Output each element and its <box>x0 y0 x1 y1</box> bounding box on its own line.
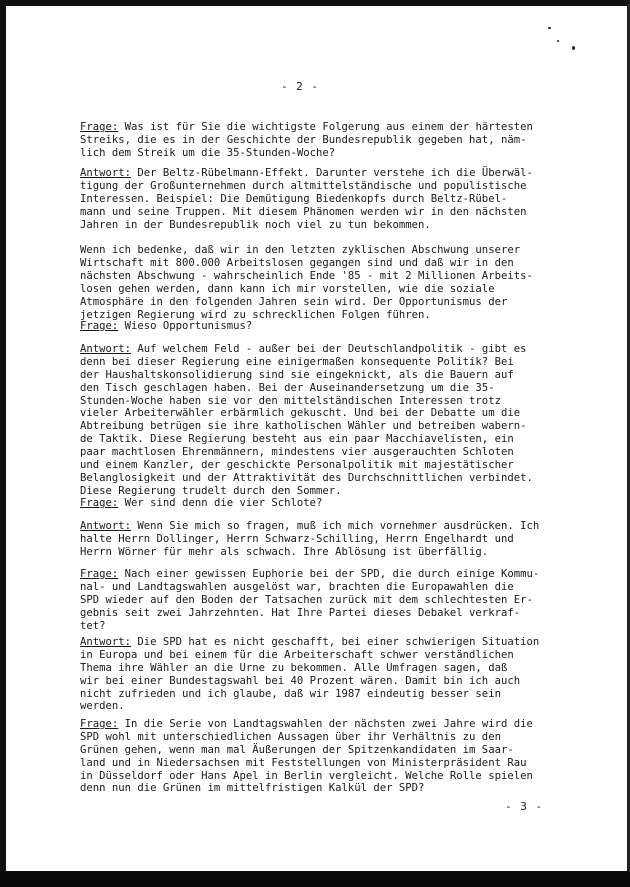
speaker-label: Frage: <box>80 568 119 580</box>
line-text: der Haushaltskonsolidierung sind sie eingeknickt, als die Bauern auf <box>80 368 514 381</box>
text-line <box>80 420 585 433</box>
text-line <box>80 485 585 498</box>
text-line <box>80 369 585 382</box>
line-text: Wirtschaft mit 800.000 Arbeitslosen gegangen sind und daß wir in den <box>80 257 514 270</box>
text-line <box>80 270 585 283</box>
line-text: Der Beltz-Rübelmann-Effekt. Darunter verstehe ich die Überwäl- <box>131 167 533 179</box>
text-line <box>80 700 585 713</box>
text-line <box>80 395 585 408</box>
line-text: Wenn Sie mich so fragen, muß ich mich vornehmer ausdrücken. Ich <box>131 520 540 532</box>
line-text: Jahren in der Bundesrepublik noch viel zu tun bekommen. <box>80 218 431 231</box>
text-line <box>80 533 585 546</box>
line-text: Wenn ich bedenke, daß wir in den letzten zyklischen Abschwung unserer <box>80 244 521 257</box>
text-line <box>80 731 585 744</box>
text-line <box>80 620 585 633</box>
text-line <box>80 193 585 206</box>
text-line <box>80 320 585 333</box>
text-line <box>80 343 585 356</box>
text-line <box>80 219 585 232</box>
line-text: halte Herrn Dollinger, Herrn Schwarz-Schilling, Herrn Engelhardt und <box>80 532 514 545</box>
line-text: tet? <box>80 619 106 632</box>
line-text: Interessen. Beispiel: Die Demütigung Biedenkopfs durch Beltz-Rübel- <box>80 192 508 205</box>
text-line <box>80 497 585 510</box>
line-text: werden. <box>80 700 125 713</box>
text-line <box>80 147 585 160</box>
line-text: Streiks, die es in der Geschichte der Bundesrepublik gegeben hat, näm- <box>80 133 527 146</box>
question-block <box>80 121 585 160</box>
speaker-label: Frage: <box>80 718 119 730</box>
line-text: vieler Arbeiterwähler erbärmlich gekuscht. Und bei der Debatte um die <box>80 407 521 420</box>
line-text: Nach einer gewissen Euphorie bei der SPD, die durch einige Kommu- <box>118 568 540 580</box>
next-page-marker: - 3 - <box>505 800 544 813</box>
line-text: SPD wohl mit unterschiedlichen Aussagen über ihr Verhältnis zu den <box>80 730 501 743</box>
page-number: - 2 - <box>280 80 320 93</box>
line-text: Abtreibung betrügen sie ihre katholischen Wähler und betreiben wabern- <box>80 420 527 433</box>
text-line <box>80 244 585 257</box>
text-line <box>80 121 585 134</box>
speaker-label: Frage: <box>80 497 119 509</box>
line-text: Herrn Wörner für mehr als schwach. Ihre Ablösung ist überfällig. <box>80 545 489 558</box>
question-block <box>80 497 585 510</box>
text-line <box>80 180 585 193</box>
text-line <box>80 257 585 270</box>
line-text: Was ist für Sie die wichtigste Folgerung aus einem der härtesten <box>118 121 533 133</box>
text-line <box>80 782 585 795</box>
text-line <box>80 649 585 662</box>
text-line <box>80 662 585 675</box>
line-text: Diese Regierung trudelt durch den Sommer. <box>80 484 342 497</box>
text-line <box>80 231 585 244</box>
text-line <box>80 520 585 533</box>
text-line <box>80 134 585 147</box>
answer-block <box>80 636 585 713</box>
text-line <box>80 283 585 296</box>
text-line <box>80 607 585 620</box>
line-text: losen gehen werden, dann kann ich mir vorstellen, wie die soziale <box>80 283 495 296</box>
line-text: in Europa und bei einem für die Arbeiterschaft schwer verständlichen <box>80 648 514 661</box>
text-line <box>80 757 585 770</box>
text-line <box>80 433 585 446</box>
text-line <box>80 296 585 309</box>
text-line <box>80 568 585 581</box>
line-text: in Düsseldorf oder Hans Apel in Berlin vergleicht. Welche Rolle spielen <box>80 769 533 782</box>
text-line <box>80 446 585 459</box>
speaker-label: Antwort: <box>80 343 132 355</box>
answer-block <box>80 167 585 322</box>
speaker-label: Antwort: <box>80 167 132 179</box>
line-text: land und in Niedersachsen mit Feststellungen von Ministerpräsident Rau <box>80 756 527 769</box>
text-line <box>80 594 585 607</box>
line-text: den Tisch geschlagen haben. Bei der Auseinandersetzung um die 35- <box>80 381 495 394</box>
line-text: Wer sind denn die vier Schlote? <box>118 497 323 509</box>
line-text: Auf welchem Feld - außer bei der Deutschlandpolitik - gibt es <box>131 343 527 355</box>
text-line <box>80 688 585 701</box>
text-line <box>80 581 585 594</box>
text-line <box>80 407 585 420</box>
text-line <box>80 472 585 485</box>
question-block <box>80 320 585 333</box>
text-line <box>80 356 585 369</box>
line-text: denn bei dieser Regierung eine einigermaßen konsequente Politik? Bei <box>80 355 514 368</box>
text-line <box>80 636 585 649</box>
text-line <box>80 718 585 731</box>
line-text: tigung der Großunternehmen durch altmittelständische und populistische <box>80 179 527 192</box>
question-block <box>80 568 585 632</box>
line-text: paar machtlosen Ehrenmännern, mindestens vier ausgerauchten Schloten <box>80 446 514 459</box>
line-text: lich dem Streik um die 35-Stunden-Woche? <box>80 146 336 159</box>
line-text: nächsten Abschwung - wahrscheinlich Ende '85 - mit 2 Millionen Arbeits- <box>80 270 533 283</box>
line-text: jetzigen Regierung wird zu schrecklichen Folgen führen. <box>80 308 431 321</box>
line-text: und einem Kanzler, der geschickte Personalpolitik mit majestätischer <box>80 459 514 472</box>
line-text: nicht zufrieden und ich glaube, daß wir 1987 eindeutig besser sein <box>80 687 501 700</box>
line-text: wir bei einer Bundestagswahl bei 40 Prozent wären. Damit bin ich auch <box>80 674 521 687</box>
text-line <box>80 459 585 472</box>
line-text: nal- und Landtagswahlen ausgelöst war, brachten die Europawahlen die <box>80 580 514 593</box>
text-line <box>80 206 585 219</box>
line-text: Thema ihre Wähler an die Urne zu bekommen. Alle Umfragen sagen, daß <box>80 661 508 674</box>
speaker-label: Frage: <box>80 320 119 332</box>
question-block <box>80 718 585 795</box>
speaker-label: Antwort: <box>80 636 132 648</box>
line-text: denn nun die Grünen im mittelfristigen Kalkül der SPD? <box>80 782 425 795</box>
line-text: Wieso Opportunismus? <box>118 320 253 332</box>
speaker-label: Frage: <box>80 121 119 133</box>
speaker-label: Antwort: <box>80 520 132 532</box>
line-text: mann und seine Truppen. Mit diesem Phänomen werden wir in den nächsten <box>80 205 527 218</box>
line-text: Atmosphäre in den folgenden Jahren sein wird. Der Opportunismus der <box>80 295 508 308</box>
text-line <box>80 167 585 180</box>
line-text: Belanglosigkeit und der Attraktivität des Durchschnittlichen verbindet. <box>80 471 533 484</box>
text-line <box>80 546 585 559</box>
text-line <box>80 744 585 757</box>
answer-block <box>80 343 585 498</box>
line-text: Stunden-Woche haben sie vor den mittelständischen Interessen trotz <box>80 394 501 407</box>
text-line <box>80 675 585 688</box>
line-text: Die SPD hat es nicht geschafft, bei einer schwierigen Situation <box>131 636 540 648</box>
line-text: gebnis seit zwei Jahrzehnten. Hat Ihre Partei dieses Debakel verkraf- <box>80 606 521 619</box>
line-text: de Taktik. Diese Regierung besteht aus ein paar Macchiavelisten, ein <box>80 433 514 446</box>
line-text: In die Serie von Landtagswahlen der nächsten zwei Jahre wird die <box>118 718 533 730</box>
text-line <box>80 770 585 783</box>
line-text: Grünen gehen, wenn man mal Äußerungen der Spitzenkandidaten im Saar- <box>80 743 514 756</box>
answer-block <box>80 520 585 559</box>
text-line <box>80 382 585 395</box>
line-text: SPD wieder auf den Boden der Tatsachen zurück mit dem schlechtesten Er- <box>80 593 533 606</box>
